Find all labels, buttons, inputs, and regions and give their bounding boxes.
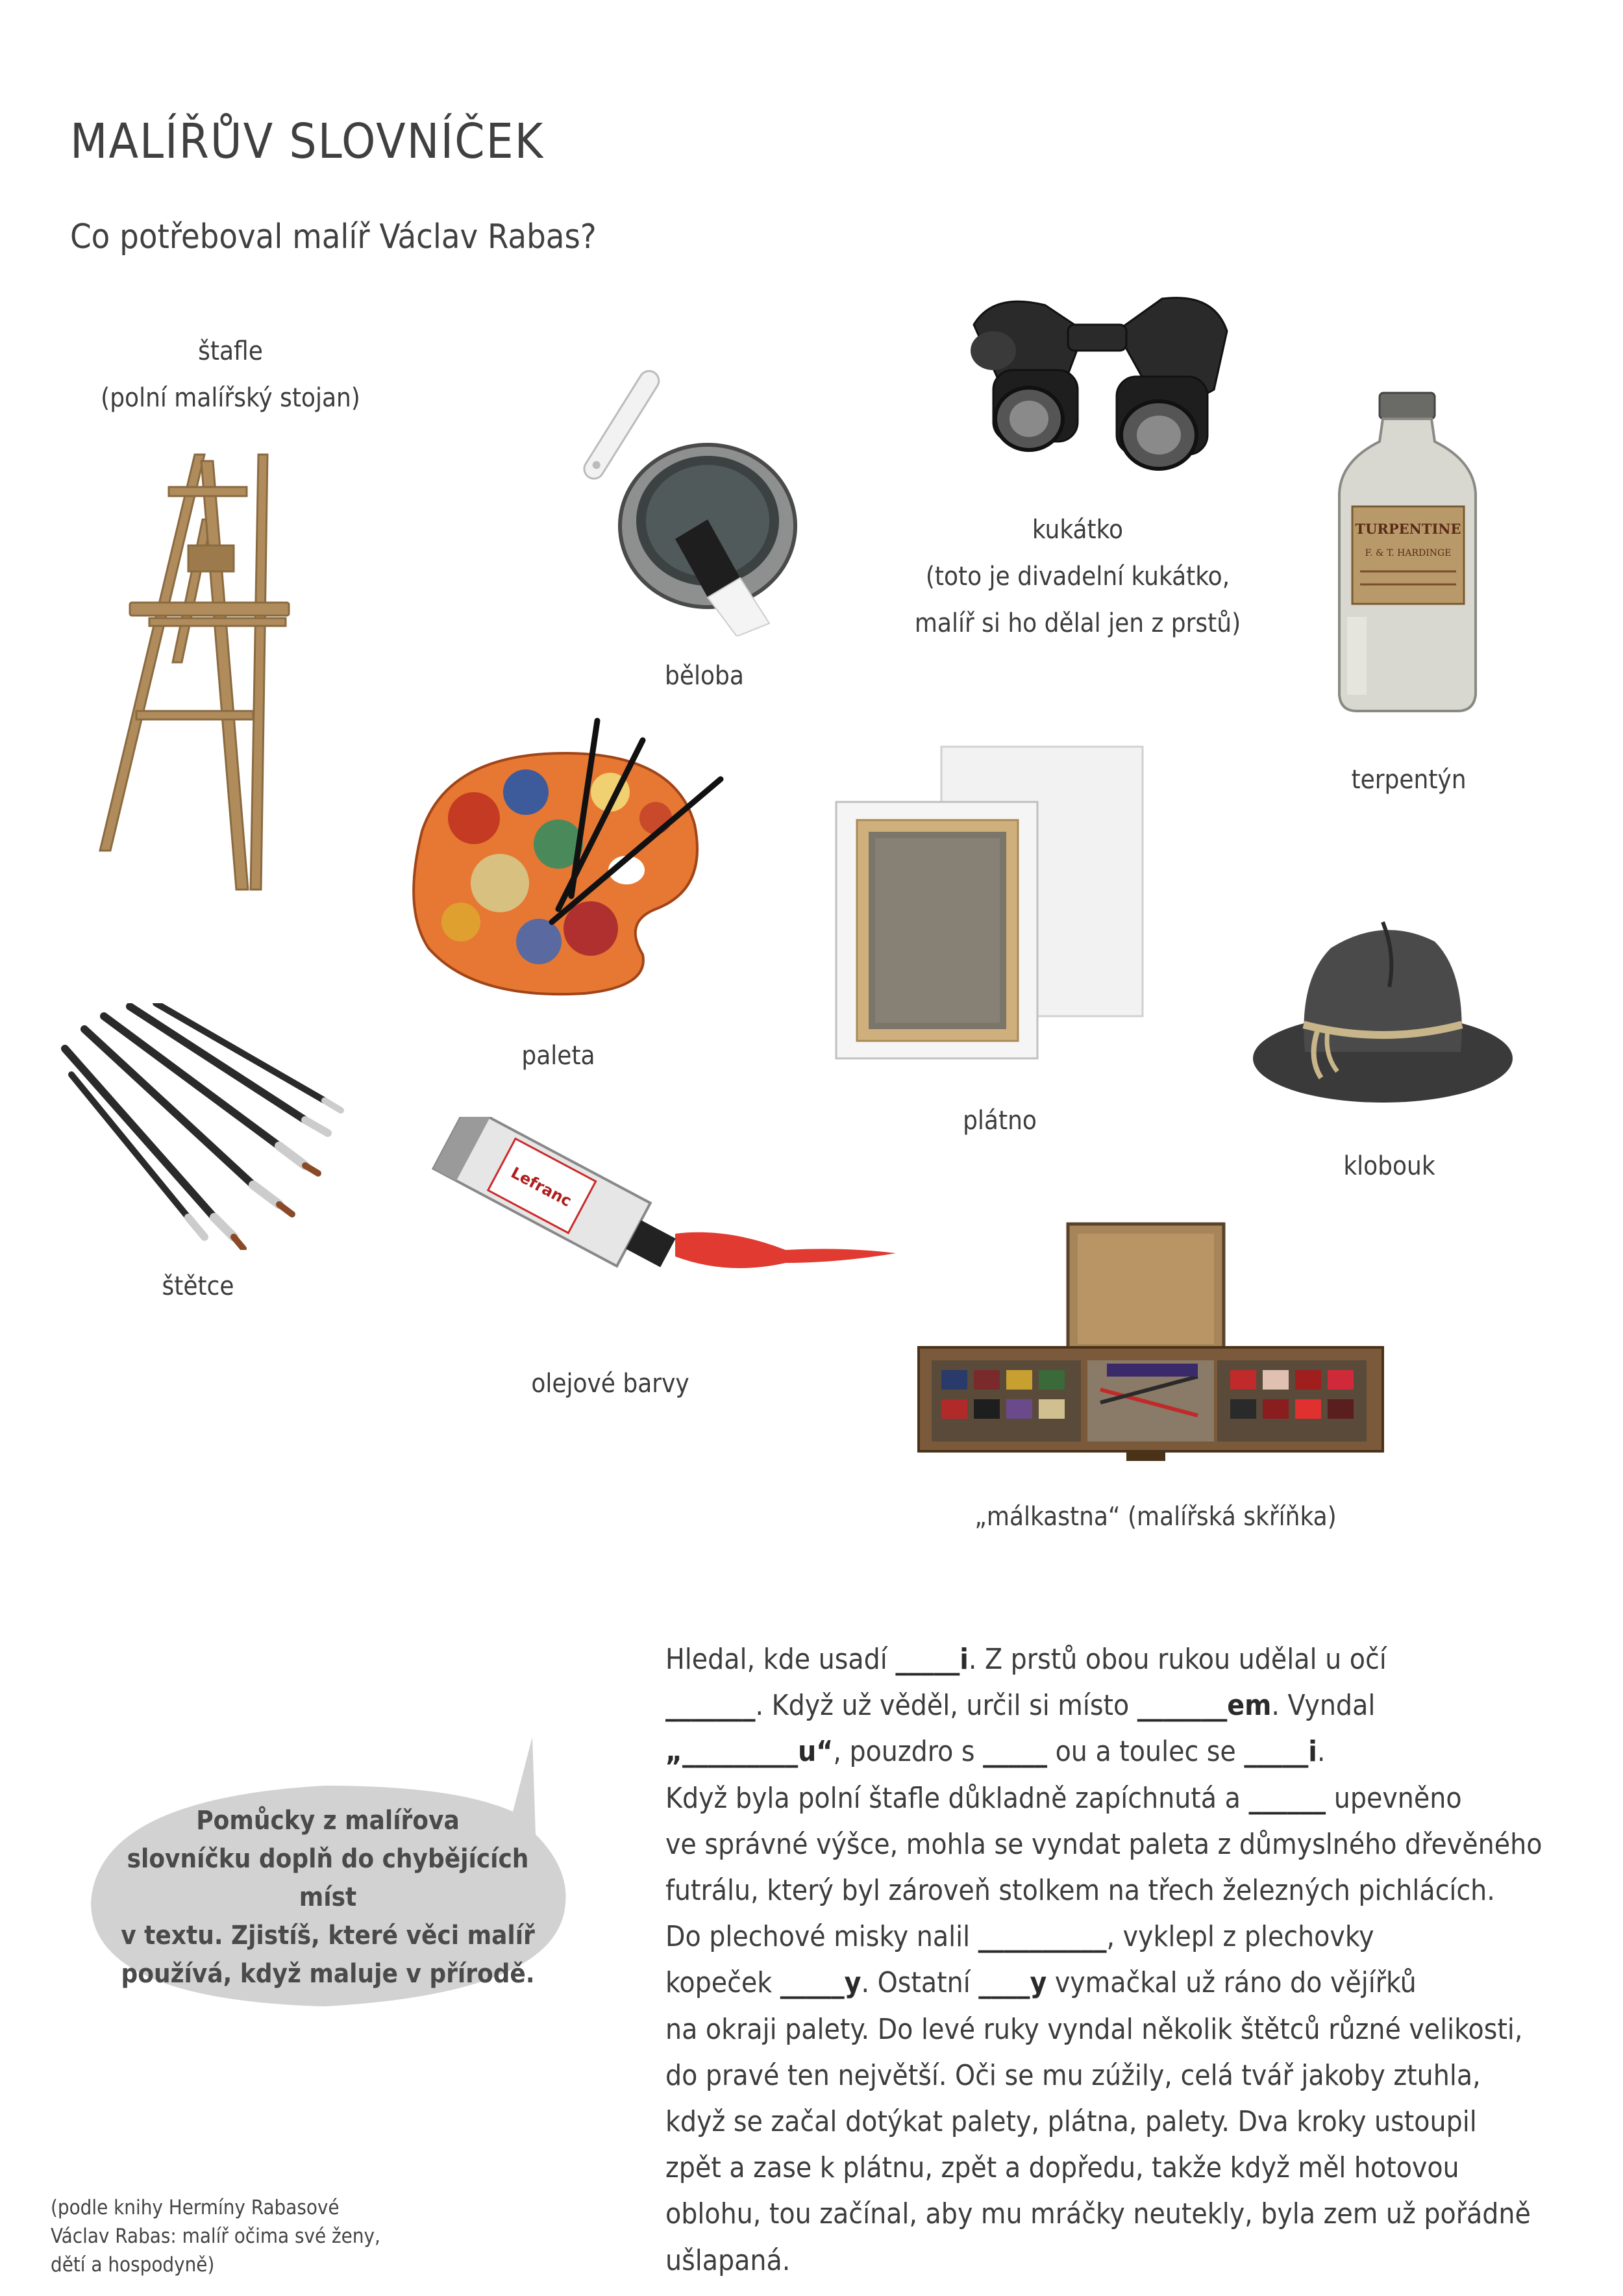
canvas-icon — [831, 743, 1156, 1062]
text-line: když se začal dotýkat palety, plátna, palety. Dva kroky ustoupil — [665, 2105, 1477, 2139]
text-line: futrálu, který byl zároveň stolkem na třech železných pichlácích. — [665, 1874, 1495, 1908]
bubble-line: v textu. Zjistíš, které věci malíř — [121, 1921, 535, 1951]
hat-label: klobouk — [1343, 1151, 1435, 1181]
binoculars-note-1: (toto je divadelní kukátko, — [925, 562, 1230, 592]
paint-box-icon — [912, 1221, 1389, 1467]
bottle-label-text-1: TURPENTINE — [1355, 521, 1461, 537]
paint-tube-brand: Lefranc — [508, 1163, 575, 1211]
paint-box-label: „málkastna“ (malířská skříňka) — [974, 1502, 1337, 1532]
paint-tube-icon — [422, 1117, 902, 1318]
text-line: Když byla polní štafle důkladně zapíchnutá a ______ upevněno — [665, 1781, 1462, 1815]
bubble-instructions — [107, 1802, 549, 1993]
white-paint-label: běloba — [665, 661, 744, 691]
oil-paints-label: olejové barvy — [531, 1369, 689, 1399]
easel-icon — [91, 448, 299, 896]
blank[interactable]: _______ — [665, 1689, 756, 1723]
text-line: do pravé ten největší. Oči se mu zúžily, celá tvář jakoby ztuhla, — [665, 2058, 1481, 2092]
bubble-line: slovníčku doplň do chybějících míst — [127, 1844, 529, 1912]
binoculars-label — [896, 506, 1259, 647]
text-line: kopeček _____y. Ostatní ____y vymačkal už ráno do vějířků — [665, 1966, 1417, 2000]
blank[interactable]: _______em — [1137, 1689, 1272, 1723]
source-line: (podle knihy Hermíny Rabasové — [51, 2196, 340, 2219]
easel-name: štafle — [198, 336, 263, 366]
text-line: ušlapaná. — [665, 2243, 791, 2277]
blank[interactable]: ______ — [1248, 1781, 1326, 1815]
bottle-icon — [1334, 390, 1483, 714]
easel-note: (polní malířský stojan) — [101, 383, 360, 413]
bottle-label-text-2: F. & T. HARDINGE — [1365, 548, 1452, 558]
source-line: Václav Rabas: malíř očima své ženy, — [51, 2225, 380, 2248]
blank[interactable]: „_________u“ — [665, 1735, 834, 1769]
bubble-line: Pomůcky z malířova — [196, 1806, 460, 1836]
blank[interactable]: __________ — [978, 1920, 1107, 1954]
palette-label: paleta — [521, 1041, 595, 1071]
source-line: dětí a hospodyně) — [51, 2253, 215, 2277]
brushes-label: štětce — [162, 1271, 234, 1301]
bubble-line: používá, když maluje v přírodě. — [121, 1959, 535, 1989]
paint-can-brush-icon — [545, 351, 818, 636]
page-title: MALÍŘŮV SLOVNÍČEK — [70, 114, 545, 169]
blank[interactable]: _____y — [780, 1966, 861, 2000]
canvas-label: plátno — [963, 1106, 1037, 1136]
text-line: Do plechové misky nalil __________, vyklepl z plechovky — [665, 1920, 1374, 1954]
text-line: „_________u“, pouzdro s _____ ou a toulec se _____i. — [665, 1735, 1326, 1769]
hat-icon — [1246, 916, 1519, 1117]
text-line: _______. Když už věděl, určil si místo _______em. Vyndal — [665, 1689, 1376, 1723]
blank[interactable]: _____i — [1244, 1735, 1317, 1769]
page-subtitle: Co potřeboval malíř Václav Rabas? — [70, 218, 597, 256]
blank[interactable]: ____y — [978, 1966, 1047, 2000]
text-line: zpět a zase k plátnu, zpět a dopředu, takže když měl hotovou — [665, 2151, 1459, 2185]
source-citation — [51, 2193, 380, 2279]
easel-label — [84, 328, 377, 421]
text-line: oblohu, tou začínal, aby mu mráčky neutekly, byla zem už pořádně — [665, 2197, 1531, 2231]
turpentine-label: terpentýn — [1351, 765, 1467, 795]
palette-icon — [396, 714, 734, 1000]
binoculars-icon — [954, 286, 1240, 480]
brushes-icon — [58, 1003, 351, 1250]
blank[interactable]: _____ — [983, 1735, 1048, 1769]
binoculars-note-2: malíř si ho dělal jen z prstů) — [914, 608, 1241, 638]
binoculars-name: kukátko — [1032, 515, 1124, 545]
text-line: Hledal, kde usadí _____i. Z prstů obou rukou udělal u očí — [665, 1643, 1387, 1676]
text-line: ve správné výšce, mohla se vyndat paleta z důmyslného dřevěného — [665, 1827, 1542, 1861]
blank[interactable]: _____i — [895, 1643, 969, 1676]
fill-in-text — [665, 1636, 1542, 2284]
text-line: na okraji palety. Do levé ruky vyndal několik štětců různé velikosti, — [665, 2012, 1523, 2046]
